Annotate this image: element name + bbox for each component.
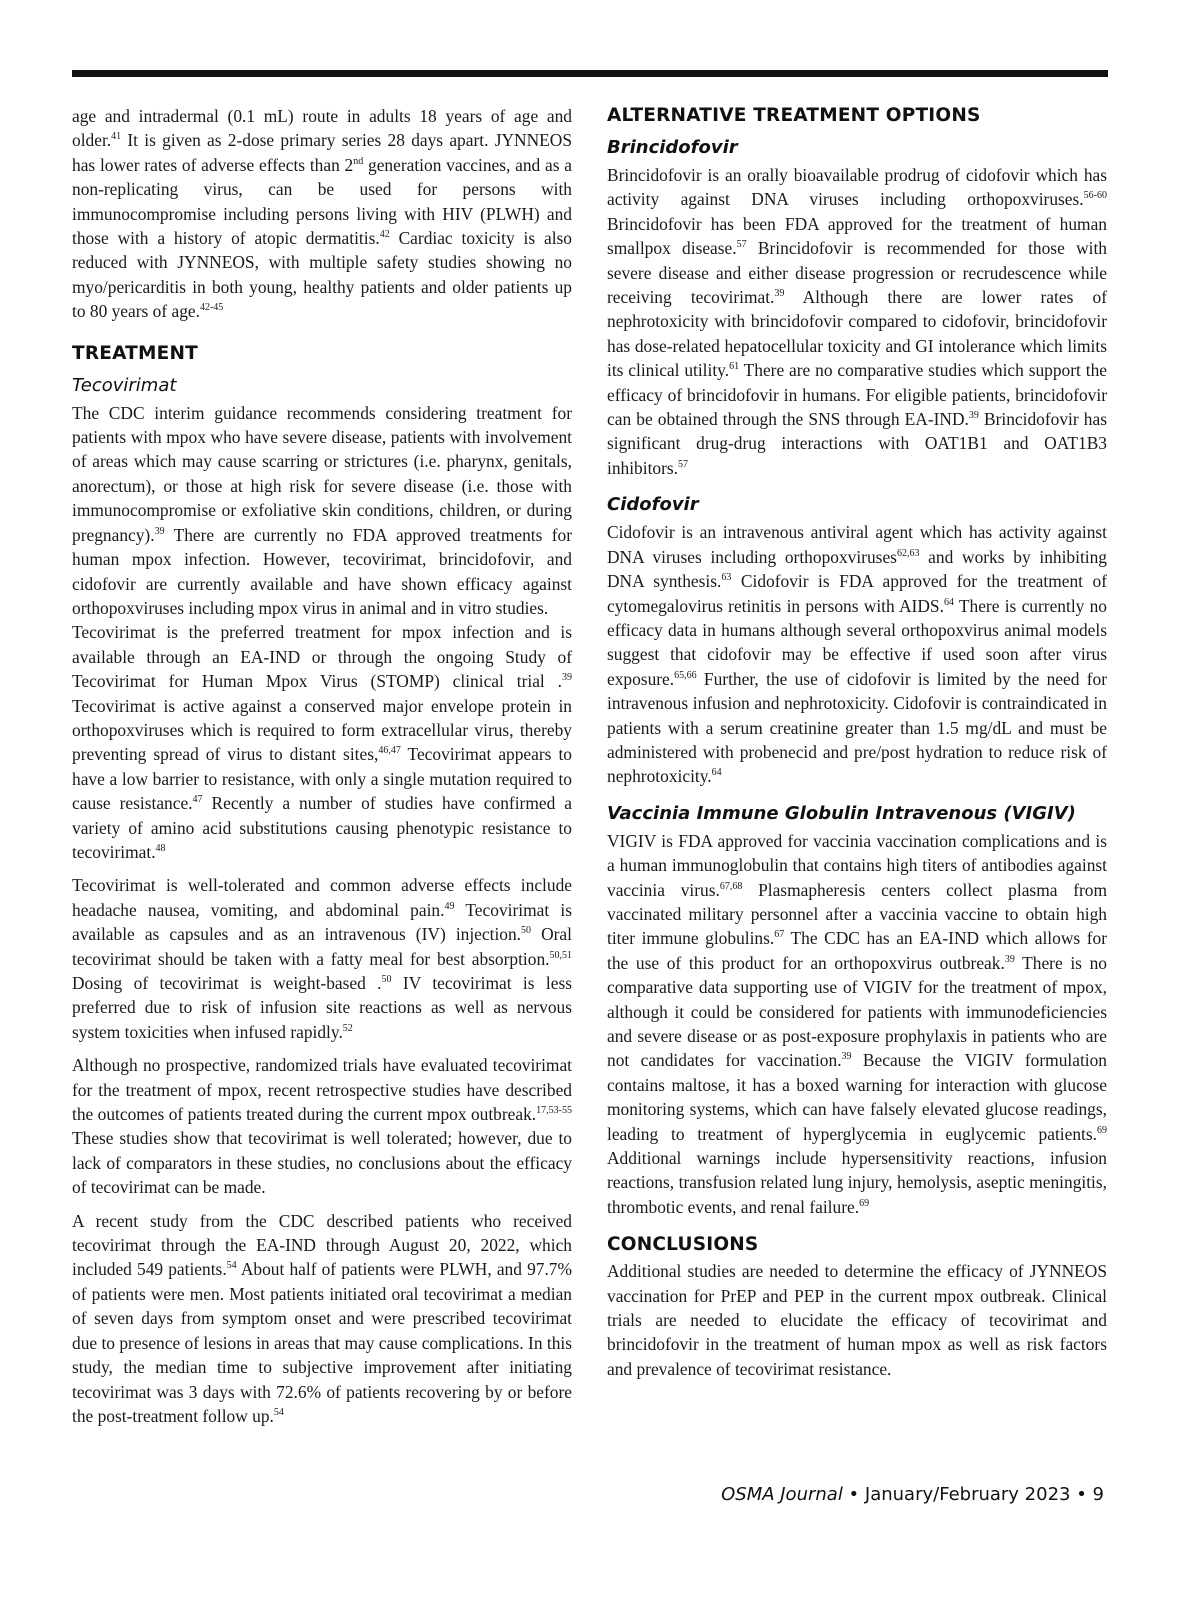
citation: 41	[111, 131, 122, 143]
text: Oral tecovirimat should be taken with a fatty meal for best absorption.	[72, 924, 572, 969]
page-footer	[721, 1484, 1104, 1505]
text: IV tecovirimat is less preferred due to risk of infusion site reactions as well as nervous system toxicities when infused rapidly.	[72, 973, 572, 1042]
citation: 39	[1004, 953, 1015, 965]
vigiv-paragraph	[607, 829, 1107, 1220]
text: The CDC has an EA-IND which allows for the use of this product for an orthopoxvirus outbreak.	[607, 928, 1107, 973]
text: Tecovirimat is well-tolerated and common adverse effects include headache nausea, vomiting, and abdominal pain.	[72, 875, 572, 920]
text: There is currently no efficacy data in humans although several orthopoxvirus animal models suggest that cidofovir may be effective if used soon after virus exposure.	[607, 595, 1108, 689]
brincidofovir-paragraph	[607, 163, 1107, 480]
text: age and intradermal (0.1 mL) route in adults 18 years of age and older.	[72, 106, 572, 151]
journal-name: OSMA Journal	[721, 1484, 843, 1505]
text: It is given as 2-dose primary series 28 days apart. JYNNEOS has lower rates of adverse effects than 2	[72, 130, 572, 175]
separator: •	[1070, 1484, 1093, 1505]
text: Additional warnings include hypersensitivity reactions, infusion reactions, transfusion related lung injury, hemolysis, aseptic meningitis, thrombotic events, and renal failure.	[607, 1148, 1107, 1217]
tecovirimat-paragraph-3	[72, 873, 572, 1044]
citation: 64	[711, 767, 722, 779]
text: There are currently no FDA approved treatments for human mpox infection. However, tecovirimat, brincidofovir, and cidofovir are currently available and have shown efficacy against orthopoxviruses including mpox virus in animal and in vitro studies.	[72, 524, 572, 618]
citation: 50,51	[549, 949, 572, 961]
text: Further, the use of cidofovir is limited by the need for intravenous infusion and nephrotoxicity. Cidofovir is contraindicated in patients with a serum creatinine greater than 1.5 mg/dL and must be administered with probenecid and pre/post hydration to reduce risk of nephrotoxicity.	[607, 668, 1107, 787]
text: Although no prospective, randomized trials have evaluated tecovirimat for the treatment of mpox, recent retrospective studies have described the outcomes of patients treated during the current mpox outbreak.	[72, 1055, 572, 1125]
citation: 50	[521, 925, 532, 937]
citation: 61	[729, 361, 740, 373]
citation: 57	[678, 458, 689, 470]
citation: 69	[1097, 1124, 1107, 1136]
citation: 62,63	[896, 547, 920, 559]
citation: 54	[273, 1406, 284, 1418]
text: Brincidofovir has been FDA approved for the treatment of human smallpox disease.	[607, 213, 1107, 259]
text: A recent study from the CDC described patients who received tecovirimat through the EA-IND through August 20, 2022, which included 549 patients.	[72, 1210, 572, 1280]
alternative-treatment-heading: ALTERNATIVE TREATMENT OPTIONS	[607, 105, 981, 126]
citation: 63	[721, 572, 732, 584]
right-column	[607, 104, 1107, 1390]
text: Tecovirimat is the preferred treatment for mpox infection and is available through an EA-IND or through the ongoing Study of Tecovirimat for Human Mpox Virus (STOMP) clinical trial .	[72, 622, 572, 692]
citation: 67	[774, 929, 785, 941]
text: generation vaccines, and as a non-replicating virus, can be used for persons with immunocompromise including persons living with HIV (PLWH) and those with a history of atopic dermatitis.	[72, 154, 572, 249]
citation: 39	[562, 672, 572, 684]
text: Dosing of tecovirimat is weight-based .	[72, 973, 382, 993]
intro-paragraph	[72, 104, 572, 324]
citation: 39	[774, 288, 785, 300]
brincidofovir-heading: Brincidofovir	[607, 137, 738, 158]
cidofovir-paragraph	[607, 520, 1107, 788]
cidofovir-heading: Cidofovir	[607, 494, 699, 516]
left-column	[72, 104, 572, 1437]
citation: 42	[379, 229, 390, 241]
text: The CDC interim guidance recommends considering treatment for patients with mpox who have severe disease, patients with involvement of areas which may cause scarring or strictures (i.e. pharynx, genitals, anorectum), or those at high risk for severe disease (i.e. those with immunocompromise or exfoliative skin conditions, children, or during pregnancy).	[72, 402, 572, 545]
citation: 65,66	[674, 669, 697, 681]
citation: 17,53-55	[536, 1105, 572, 1117]
superscript: nd	[353, 155, 364, 167]
citation: 47	[192, 794, 203, 806]
citation: 46,47	[378, 745, 401, 757]
citation: 39	[154, 525, 165, 537]
text: There are no comparative studies which support the efficacy of brincidofovir in humans. For eligible patients, brincidofovir can be obtained through the SNS through EA-IND.	[607, 360, 1107, 430]
citation: 52	[342, 1022, 353, 1034]
tecovirimat-paragraph-1	[72, 401, 572, 621]
text: Because the VIGIV formulation contains maltose, it has a boxed warning for interaction with glucose monitoring systems, which can have falsely elevated glucose readings, leading to treatment of hyperglycemia in euglycemic patients.	[607, 1050, 1107, 1144]
citation: 48	[155, 842, 166, 854]
text: These studies show that tecovirimat is well tolerated; however, due to lack of comparators in these studies, no conclusions about the efficacy of tecovirimat can be made.	[72, 1128, 572, 1198]
citation: 39	[968, 410, 979, 422]
tecovirimat-paragraph-5	[72, 1209, 572, 1429]
citation: 69	[859, 1197, 870, 1209]
text: and works by inhibiting DNA synthesis.	[607, 546, 1107, 592]
top-rule	[72, 70, 1108, 77]
tecovirimat-paragraph-2	[72, 620, 572, 864]
text: Recently a number of studies have confirmed a variety of amino acid substitutions causing phenotypic resistance to tecovirimat.	[72, 793, 572, 862]
citation: 64	[943, 596, 954, 608]
tecovirimat-heading: Tecovirimat	[72, 374, 177, 396]
citation: 54	[226, 1260, 237, 1272]
text: About half of patients were PLWH, and 97.7% of patients were men. Most patients initiated oral tecovirimat a median of seven days from symptom onset and were prescribed tecovirimat due to presence of lesions in areas that may cause complications. In this study, the median time to subjective improvement after initiating tecovirimat was 3 days with 72.6% of patients recovering by or before the post-treatment follow up.	[72, 1259, 572, 1426]
text: Cidofovir is FDA approved for the treatment of cytomegalovirus retinitis in persons with AIDS.	[607, 571, 1108, 616]
text: VIGIV is FDA approved for vaccinia vaccination complications and is a human immunoglobulin that contains high titers of antibodies against vaccinia virus.	[607, 830, 1107, 900]
text: Brincidofovir is an orally bioavailable prodrug of cidofovir which has activity against DNA viruses including orthopoxviruses.	[607, 165, 1107, 210]
citation: 42-45	[199, 302, 224, 314]
text: Cidofovir is an intravenous antiviral agent which has activity against DNA viruses including orthopoxviruses	[607, 522, 1107, 567]
citation: 67,68	[719, 880, 743, 892]
citation: 49	[444, 900, 455, 912]
treatment-heading: TREATMENT	[72, 342, 198, 364]
citation: 57	[736, 239, 747, 251]
separator: •	[842, 1484, 865, 1505]
text: Brincidofovir is recommended for those with severe disease and either disease progression or recrudescence while receiving tecovirimat.	[607, 238, 1107, 308]
text: Cardiac toxicity is also reduced with JYNNEOS, with multiple safety studies showing no myo/pericarditis in both young, healthy patients and older patients up to 80 years of age.	[72, 228, 572, 322]
text: There is no comparative data supporting use of VIGIV for the treatment of mpox, although it could be considered for patients with immunodeficiencies and severe disease or as post-exposure prophylaxis in patients who are not candidates for vaccination.	[607, 952, 1107, 1071]
citation: 39	[841, 1051, 852, 1063]
citation: 50	[381, 974, 392, 985]
issue-date: January/February 2023	[864, 1484, 1071, 1505]
text: Tecovirimat is active against a conserved major envelope protein in orthopoxviruses which is required to form extracellular virus, thereby preventing spread of virus to distant sites,	[72, 695, 572, 765]
conclusions-heading: CONCLUSIONS	[607, 1234, 759, 1256]
tecovirimat-paragraph-4	[72, 1053, 572, 1199]
conclusions-paragraph: Additional studies are needed to determine the efficacy of JYNNEOS vaccination for PrEP and PEP in the current mpox outbreak. Clinical trials are needed to elucidate the efficacy of tecovirimat and brincidofovir in the treatment of human mpox as well as risk factors and prevalence of tecovirimat resistance.	[607, 1261, 1107, 1379]
vigiv-heading: Vaccinia Immune Globulin Intravenous (VIGIV)	[607, 802, 1076, 824]
text: Although there are lower rates of nephrotoxicity with brincidofovir compared to cidofovir, brincidofovir has dose-related hepatocellular toxicity and GI intolerance which limits its clinical utility.	[607, 287, 1107, 381]
text: Plasmapheresis centers collect plasma from vaccinated military personnel after a vaccinia vaccine to obtain high titer immune globulins.	[607, 879, 1107, 949]
text: Brincidofovir has significant drug-drug interactions with OAT1B1 and OAT1B3 inhibitors.	[607, 409, 1107, 478]
text: Tecovirimat appears to have a low barrier to resistance, with only a single mutation required to cause resistance.	[72, 744, 572, 814]
text: Tecovirimat is available as capsules and as an intravenous (IV) injection.	[72, 899, 573, 945]
page-number: 9	[1092, 1484, 1104, 1505]
citation: 56-60	[1083, 190, 1107, 202]
